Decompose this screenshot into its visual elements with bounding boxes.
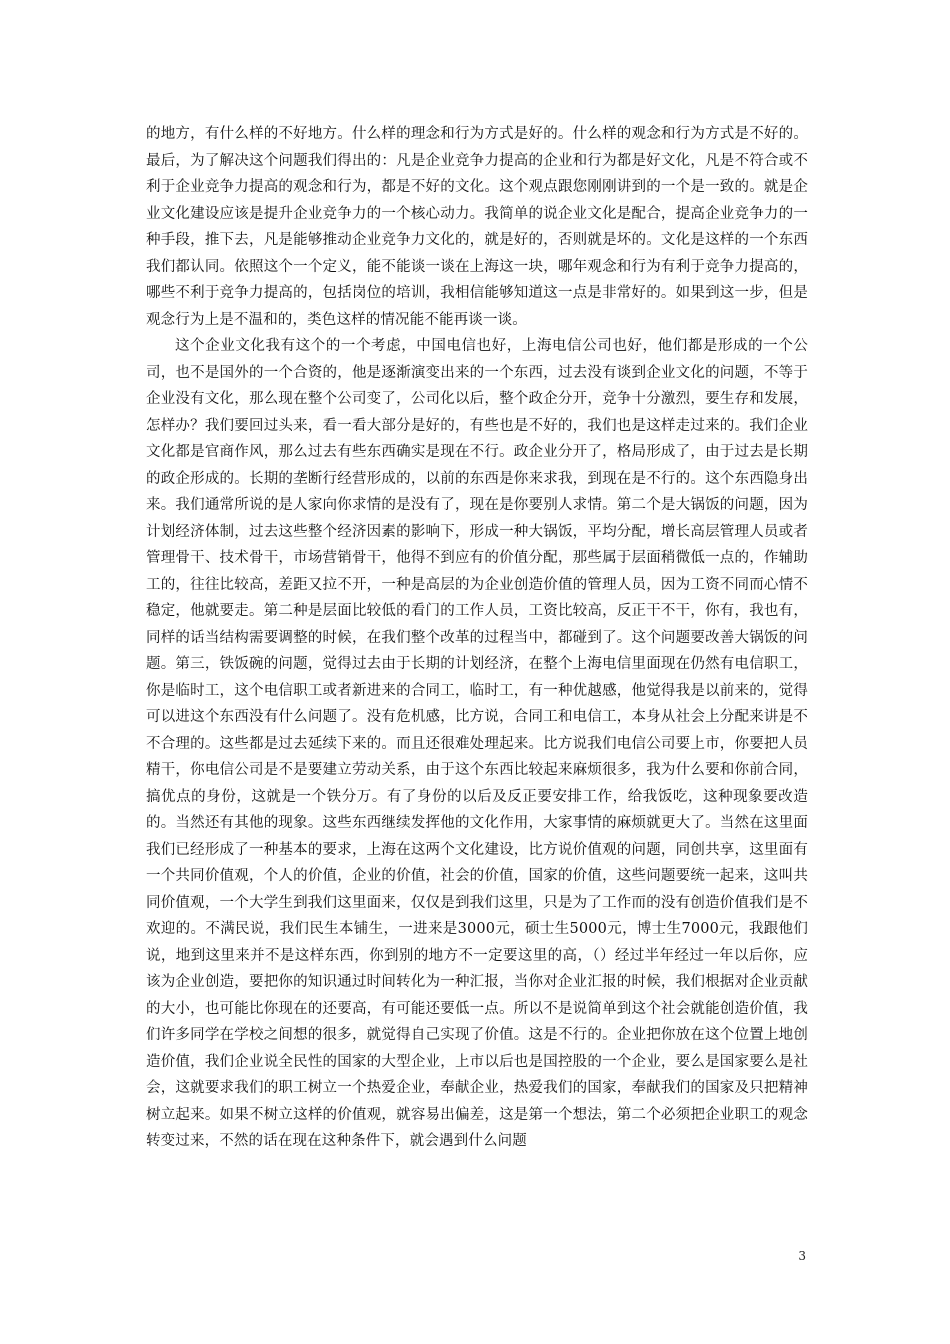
- paragraph-1: 的地方，有什么样的不好地方。什么样的理念和行为方式是好的。什么样的观念和行为方式是不好的。最后，为了解决这个问题我们得出的：凡是企业竞争力提高的企业和行为都是好文化，凡是不符合或不利于企业竞争力提高的观念和行为，都是不好的文化。这个观点跟您刚刚讲到的一个是一致的。就是企业文化建设应该是提升企业竞争力的一个核心动力。我简单的说企业文化是配合，提高企业竞争力的一种手段，推下去，凡是能够推动企业竞争力文化的，就是好的，否则就是坏的。文化是这样的一个东西我们都认同。依照这个一个定义，能不能谈一谈在上海这一块，哪年观念和行为有利于竞争力提高的，哪些不利于竞争力提高的，包括岗位的培训，我相信能够知道这一点是非常好的。如果到这一步，但是观念行为上是不温和的，类色这样的情况能不能再谈一谈。: [146, 126, 808, 328]
- body-text: [146, 121, 808, 1155]
- page-number: 3: [798, 1249, 806, 1263]
- paragraph-2: 这个企业文化我有这个的一个考虑，中国电信也好，上海电信公司也好，他们都是形成的一个公司，也不是国外的一个合资的，他是逐渐演变出来的一个东西，过去没有谈到企业文化的问题，不等于企业没有文化，那么现在整个公司变了，公司化以后，整个政企分开，竞争十分激烈，要生存和发展，怎样办？我们要回过头来，看一看大部分是好的，有些也是不好的，我们也是这样走过来的。我们企业文化都是官商作风，那么过去有些东西确实是现在不行。政企业分开了，格局形成了，由于过去是长期的政企形成的。长期的垄断行经营形成的，以前的东西是你来求我，到现在是不行的。这个东西隐身出来。我们通常所说的是人家向你求情的是没有了，现在是你要别人求情。第二个是大锅饭的问题，因为计划经济体制，过去这些整个经济因素的影响下，形成一种大锅饭，平均分配，增长高层管理人员或者管理骨干、技术骨干，市场营销骨干，他得不到应有的价值分配，那些属于层面稍微低一点的，作辅助工的，往往比较高，差距又拉不开，一种是高层的为企业创造价值的管理人员，因为工资不同而心情不稳定，他就要走。第二种是层面比较低的看门的工作人员，工资比较高，反正干不干，你有，我也有，同样的话当结构需要调整的时候，在我们整个改革的过程当中，都碰到了。这个问题要改善大锅饭的问题。第三，铁饭碗的问题，觉得过去由于长期的计划经济，在整个上海电信里面现在仍然有电信职工，你是临时工，这个电信职工或者新进来的合同工，临时工，有一种优越感，他觉得我是以前来的，觉得可以进这个东西没有什么问题了。没有危机感，比方说，合同工和电信工，本身从社会上分配来讲是不不合理的。这些都是过去延续下来的。而且还很难处理起来。比方说我们电信公司要上市，你要把人员精干，你电信公司是不是要建立劳动关系，由于这个东西比较起来麻烦很多，我为什么要和你前合同，搞优点的身份，这就是一个铁分万。有了身份的以后及反正要安排工作，给我饭吃，这种现象要改造的。当然还有其他的现象。这些东西继续发挥他的文化作用，大家事情的麻烦就更大了。当然在这里面我们已经形成了一种基本的要求，上海在这两个文化建设，比方说价值观的问题，同创共享，这里面有一个共同价值观，个人的价值，企业的价值，社会的价值，国家的价值，这些问题要统一起来，这叫共同价值观，一个大学生到我们这里面来，仅仅是到我们这里，只是为了工作而的没有创造价值我们是不欢迎的。不满民说，我们民生本铺生，一进来是3000元，硕士生5000元，博士生7000元，我跟他们说，地到这里来并不是这样东西，你到别的地方不一定要这里的高，（）经过半年经过一年以后你，应该为企业创造，要把你的知识通过时间转化为一种汇报，当你对企业汇报的时候，我们根据对企业贡献的大小，也可能比你现在的还要高，有可能还要低一点。所以不是说简单到这个社会就能创造价值，我们许多同学在学校之间想的很多，就觉得自己实现了价值。这是不行的。企业把你放在这个位置上地创造价值，我们企业说全民性的国家的大型企业，上市以后也是国控股的一个企业，要么是国家要么是社会，这就要求我们的职工树立一个热爱企业，奉献企业，热爱我们的国家，奉献我们的国家及只把精神树立起来。如果不树立这样的价值观，就容易出偏差，这是第一个想法，第二个必须把企业职工的观念转变过来，不然的话在现在这种条件下，就会遇到什么问题: [146, 338, 808, 1149]
